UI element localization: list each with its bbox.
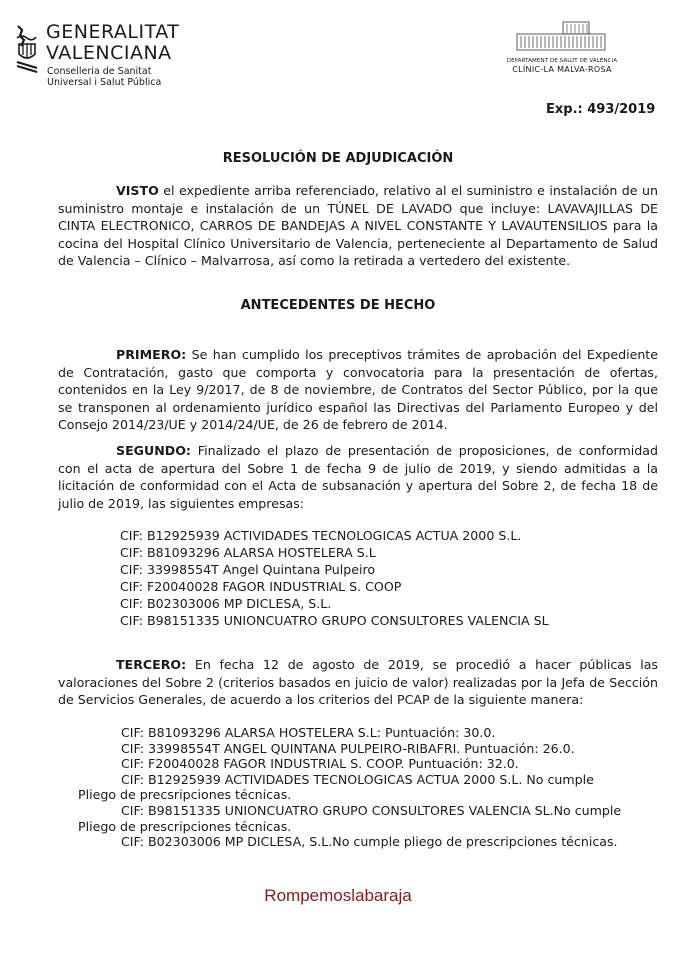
list-item: CIF: B12925939 ACTIVIDADES TECNOLOGICAS ACTUA 2000 S.L. No cumple: [121, 771, 594, 787]
list-item: CIF: B98151335 UNIONCUATRO GRUPO CONSULTORES VALENCIA SL: [120, 613, 549, 628]
org-department-line2: Universal i Salut Pública: [47, 77, 162, 88]
tercero-text: En fecha 12 de agosto de 2019, se procedió a hacer públicas las valoraciones del Sobre 2 (criterios basados en juicio de valor) realizadas por la Jefa de Sección de Servicios Generales, de acuerdo a los criterios del PCAP de la siguiente manera:: [58, 657, 658, 708]
generalitat-logo-icon: [14, 24, 40, 74]
segundo-paragraph: [58, 442, 658, 512]
list-item: Pliego de prescripciones técnicas.: [78, 818, 292, 834]
section-heading: ANTECEDENTES DE HECHO: [240, 298, 436, 313]
list-item: CIF: B12925939 ACTIVIDADES TECNOLOGICAS ACTUA 2000 S.L.: [120, 528, 522, 543]
watermark-text: Rompemoslabaraja: [264, 886, 412, 905]
list-item: CIF: B02303006 MP DICLESA, S.L.No cumple pliego de prescripciones técnicas.: [121, 834, 618, 850]
org-name: [46, 22, 179, 64]
org-department: [47, 66, 161, 88]
admitted-companies-list: [120, 527, 549, 629]
list-item: CIF: F20040028 FAGOR INDUSTRIAL S. COOP. Puntuación: 32.0.: [121, 756, 519, 772]
list-item: CIF: 33998554T ANGEL QUINTANA PULPEIRO-RIBAFRI. Puntuación: 26.0.: [121, 740, 575, 756]
segundo-lead: SEGUNDO:: [116, 443, 191, 458]
list-item: CIF: B02303006 MP DICLESA, S.L.: [120, 596, 332, 611]
tercero-lead: TERCERO:: [116, 657, 187, 672]
list-item: CIF: 33998554T Angel Quintana Pulpeiro: [120, 562, 376, 577]
org-name-line2: VALENCIANA: [46, 42, 172, 64]
list-item: CIF: B81093296 ALARSA HOSTELERA S.L: Puntuación: 30.0.: [121, 725, 496, 740]
segundo-text: Finalizado el plazo de presentación de proposiciones, de conformidad con el acta de apertura del Sobre 1 de fecha 9 de julio de 2019, y siendo admitidas a la licitación de conformidad con el Acta de subsanación y apertura del Sobre 2, de fecha 18 de julio de 2019, las siguientes empresas:: [58, 443, 658, 511]
primero-text: Se han cumplido los preceptivos trámites de aprobación del Expediente de Contratación, gasto que comporta y convocatoria para la presentación de ofertas, contenidos en la Ley 9/2017, de 8 de noviembre, de Contratos del Sector Público, por la que se transponen al ordenamiento jurídico español las Directivas del Parlamento Europeo y del Consejo 2014/23/UE y 2014/24/UE, de 26 de febrero de 2014.: [58, 347, 658, 433]
visto-text: el expediente arriba referenciado, relativo al el suministro e instalación de un suministro montaje e instalación de un TÚNEL DE LAVADO que incluye: LAVAVAJILLAS DE CINTA ELECTRONICO, CARROS DE BANDEJAS A NIVEL CONSTANTE Y LAVAUTENSILIOS para la cocina del Hospital Clínico Universitario de Valencia, perteneciente al Departamento de Salud de Valencia – Clínico – Malvarrosa, así como la retirada a vertedero del existente.: [58, 183, 658, 269]
primero-paragraph: [58, 346, 658, 434]
org-department-line1: Conselleria de Sanitat: [47, 66, 152, 77]
document-title: RESOLUCIÓN DE ADJUDICACIÓN: [222, 151, 454, 166]
expediente-number: Exp.: 493/2019: [546, 102, 656, 117]
hospital-name: CLÍNIC-LA MALVA-ROSA: [512, 65, 612, 74]
list-item: CIF: F20040028 FAGOR INDUSTRIAL S. COOP: [120, 579, 402, 594]
list-item: CIF: B81093296 ALARSA HOSTELERA S.L: [120, 545, 376, 560]
tercero-paragraph: [58, 656, 658, 709]
primero-lead: PRIMERO:: [116, 347, 187, 362]
list-item: Pliego de precsripciones técnicas.: [78, 787, 292, 803]
hospital-department: DEPARTAMENT DE SALUT DE VALÈNCIA: [506, 58, 618, 64]
hospital-logo-icon: [515, 20, 607, 52]
list-item: CIF: B98151335 UNIONCUATRO GRUPO CONSULTORES VALENCIA SL.No cumple: [121, 802, 622, 818]
visto-lead: VISTO: [116, 183, 159, 198]
org-name-line1: GENERALITAT: [46, 21, 180, 43]
visto-paragraph: [58, 182, 658, 270]
scores-list: [78, 725, 638, 850]
